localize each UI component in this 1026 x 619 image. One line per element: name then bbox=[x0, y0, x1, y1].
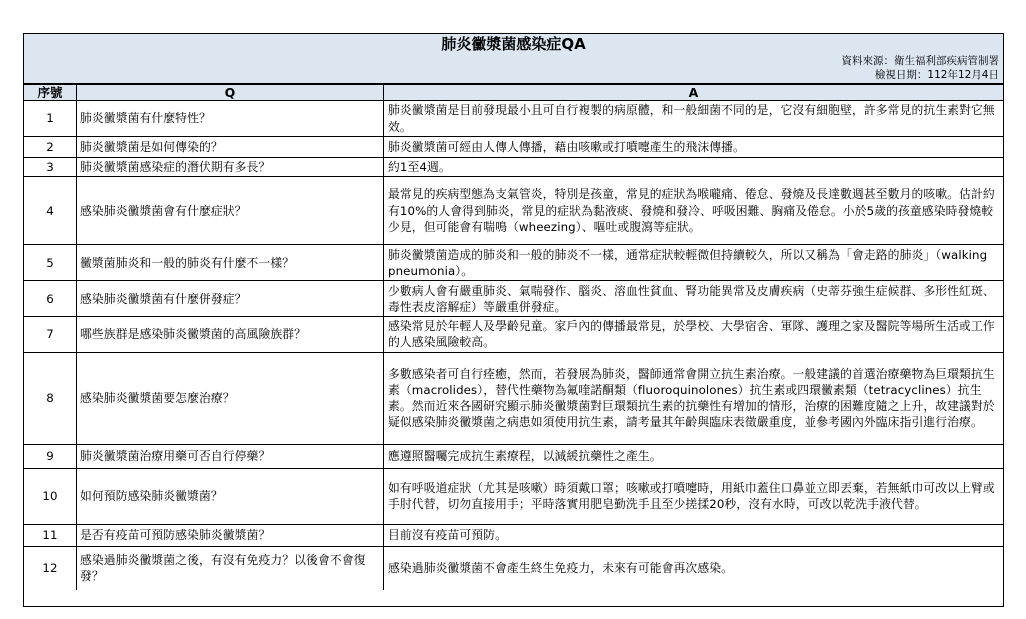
question-cell: 感染肺炎黴漿菌有什麼併發症？ bbox=[77, 281, 384, 317]
column-header-q: Q bbox=[77, 85, 384, 101]
column-header-a: A bbox=[384, 85, 1004, 101]
answer-cell: 少數病人會有嚴重肺炎、氣喘發作、腦炎、溶血性貧血、腎功能異常及皮膚疾病（史蒂芬強生症候群、多形性紅斑、毒性表皮溶解症）等嚴重併發症。 bbox=[384, 281, 1004, 317]
qa-table bbox=[24, 84, 1003, 590]
answer-cell: 肺炎黴漿菌可經由人傳人傳播，藉由咳嗽或打噴嚏產生的飛沫傳播。 bbox=[384, 137, 1004, 158]
question-cell: 肺炎黴漿菌有什麼特性？ bbox=[77, 101, 384, 137]
table-row bbox=[24, 317, 1003, 352]
document-title: 肺炎黴漿菌感染症QA bbox=[441, 35, 586, 53]
table-row bbox=[24, 444, 1003, 468]
row-number: 4 bbox=[24, 177, 77, 245]
question-cell: 是否有疫苗可預防感染肺炎黴漿菌？ bbox=[77, 524, 384, 546]
table-row bbox=[24, 137, 1003, 158]
answer-cell: 目前沒有疫苗可預防。 bbox=[384, 524, 1004, 546]
qa-sheet bbox=[23, 33, 1004, 607]
question-cell: 肺炎黴漿菌治療用藥可否自行停藥？ bbox=[77, 444, 384, 468]
table-row bbox=[24, 524, 1003, 546]
table-row bbox=[24, 245, 1003, 281]
answer-cell: 感染常見於年輕人及學齡兒童。家戶內的傳播最常見，於學校、大學宿舍、軍隊、護理之家及醫院等場所生活或工作的人感染風險較高。 bbox=[384, 317, 1004, 352]
row-number: 2 bbox=[24, 137, 77, 158]
question-cell: 哪些族群是感染肺炎黴漿菌的高風險族群？ bbox=[77, 317, 384, 352]
question-cell: 肺炎黴漿菌感染症的潛伏期有多長？ bbox=[77, 158, 384, 177]
answer-cell: 約1至4週。 bbox=[384, 158, 1004, 177]
row-number: 3 bbox=[24, 158, 77, 177]
question-cell: 如何預防感染肺炎黴漿菌？ bbox=[77, 468, 384, 524]
column-header-no: 序號 bbox=[24, 85, 77, 101]
table-header-row bbox=[24, 85, 1003, 101]
answer-cell: 如有呼吸道症狀（尤其是咳嗽）時須戴口罩；咳嗽或打噴嚏時，用紙巾蓋住口鼻並立即丟棄，若無紙巾可改以上臂或手肘代替，切勿直接用手；平時落實用肥皂勤洗手且至少搓揉20秒，沒有水時，可改以乾洗手液代替。 bbox=[384, 468, 1004, 524]
answer-cell: 多數感染者可自行痊癒，然而，若發展為肺炎，醫師通常會開立抗生素治療。一般建議的首選治療藥物為巨環類抗生素（macrolides），替代性藥物為氟喹諾酮類（fluoroquinolones）抗生素或四環黴素類（tetracyclines）抗生素。然而近來各國研究顯示肺炎黴漿菌對巨環類抗生素的抗藥性有增加的情形，治療的困難度隨之上升，故建議對於疑似感染肺炎黴漿菌之病患如須使用抗生素，請考量其年齡與臨床表徵嚴重度，並參考國內外臨床指引進行治療。 bbox=[384, 352, 1004, 444]
row-number: 9 bbox=[24, 444, 77, 468]
answer-cell: 最常見的疾病型態為支氣管炎，特別是孩童，常見的症狀為喉嚨痛、倦怠、發燒及長達數週甚至數月的咳嗽。估計約有10%的人會得到肺炎，常見的症狀為黏液痰、發燒和發冷、呼吸困難、胸痛及倦怠。小於5歲的孩童感染時發燒較少見，但可能會有喘鳴（wheezing）、嘔吐或腹瀉等症狀。 bbox=[384, 177, 1004, 245]
row-number: 1 bbox=[24, 101, 77, 137]
table-row bbox=[24, 468, 1003, 524]
table-row bbox=[24, 281, 1003, 317]
table-row bbox=[24, 101, 1003, 137]
row-number: 5 bbox=[24, 245, 77, 281]
table-row bbox=[24, 158, 1003, 177]
question-cell: 肺炎黴漿菌是如何傳染的？ bbox=[77, 137, 384, 158]
table-row bbox=[24, 352, 1003, 444]
question-cell: 感染過肺炎黴漿菌之後，有沒有免疫力？以後會不會復發？ bbox=[77, 546, 384, 590]
row-number: 6 bbox=[24, 281, 77, 317]
row-number: 7 bbox=[24, 317, 77, 352]
row-number: 10 bbox=[24, 468, 77, 524]
table-row bbox=[24, 546, 1003, 590]
question-cell: 感染肺炎黴漿菌要怎麼治療？ bbox=[77, 352, 384, 444]
question-cell: 感染肺炎黴漿菌會有什麼症狀？ bbox=[77, 177, 384, 245]
review-date: 檢視日期：112年12月4日 bbox=[874, 69, 999, 81]
answer-cell: 感染過肺炎黴漿菌不會產生終生免疫力，未來有可能會再次感染。 bbox=[384, 546, 1004, 590]
answer-cell: 應遵照醫囑完成抗生素療程，以減緩抗藥性之產生。 bbox=[384, 444, 1004, 468]
question-cell: 黴漿菌肺炎和一般的肺炎有什麼不一樣？ bbox=[77, 245, 384, 281]
row-number: 8 bbox=[24, 352, 77, 444]
source-note: 資料來源：衛生福利部疾病管制署 bbox=[841, 55, 999, 67]
answer-cell: 肺炎黴漿菌是目前發現最小且可自行複製的病原體，和一般細菌不同的是，它沒有細胞壁，許多常見的抗生素對它無效。 bbox=[384, 101, 1004, 137]
document-header bbox=[24, 34, 1003, 84]
table-row bbox=[24, 177, 1003, 245]
answer-cell: 肺炎黴漿菌造成的肺炎和一般的肺炎不一樣，通常症狀較輕微但持續較久，所以又稱為「會走路的肺炎」（walking pneumonia）。 bbox=[384, 245, 1004, 281]
row-number: 12 bbox=[24, 546, 77, 590]
row-number: 11 bbox=[24, 524, 77, 546]
